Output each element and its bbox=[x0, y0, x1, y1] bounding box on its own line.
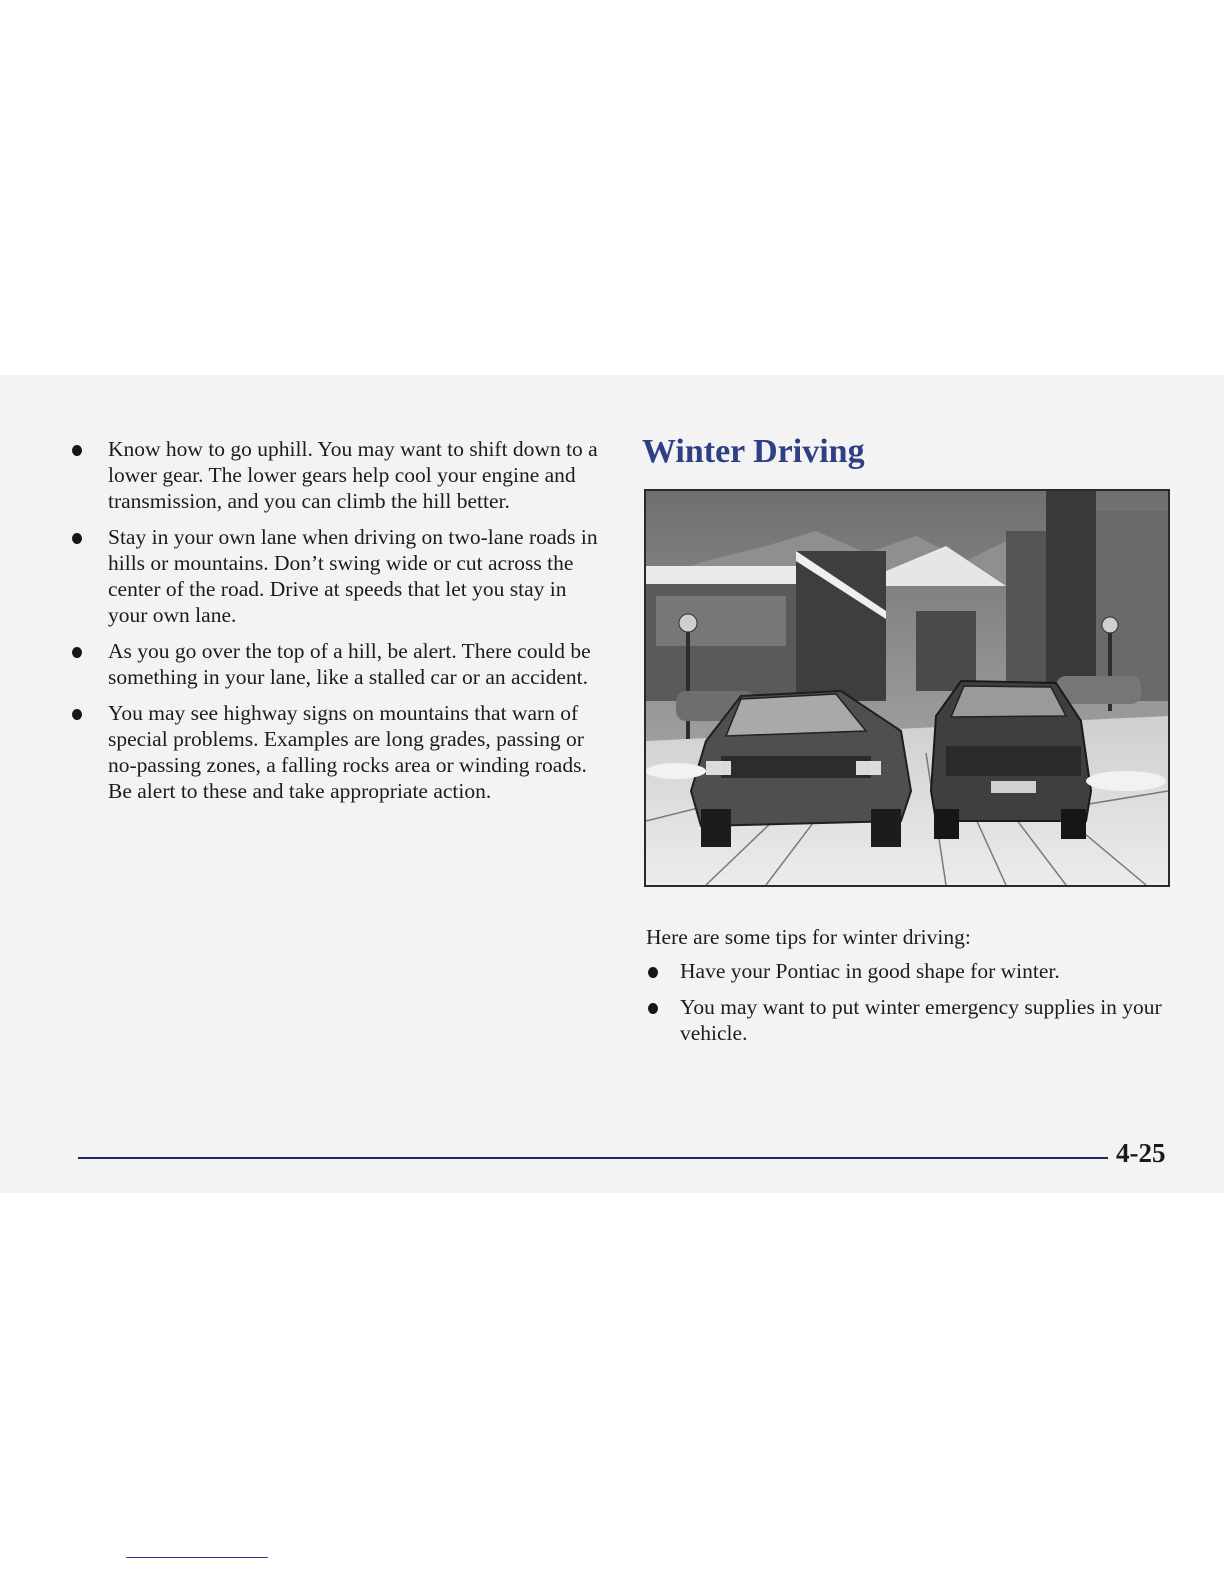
left-column bbox=[70, 436, 600, 814]
section-intro: Here are some tips for winter driving: bbox=[646, 925, 971, 949]
list-item bbox=[646, 958, 1176, 984]
bottom-link-underline bbox=[126, 1557, 268, 1558]
list-item-text: Stay in your own lane when driving on two-lane roads in hills or mountains. Don’t swing wide or cut across the center of the road. Drive at speeds that let you stay in your own lane. bbox=[108, 525, 598, 627]
hill-driving-list bbox=[70, 436, 600, 804]
list-item-text: Have your Pontiac in good shape for winter. bbox=[680, 959, 1060, 983]
section-heading: Winter Driving bbox=[642, 433, 865, 470]
winter-street-scene-icon bbox=[646, 491, 1168, 885]
winter-tips-list bbox=[646, 958, 1176, 1046]
bullet-icon bbox=[72, 709, 82, 720]
winter-street-illustration bbox=[644, 489, 1170, 887]
list-item-text: Know how to go uphill. You may want to shift down to a lower gear. The lower gears help cool your engine and transmission, and you can climb the hill better. bbox=[108, 437, 598, 513]
list-item-text: You may see highway signs on mountains that warn of special problems. Examples are long grades, passing or no-passing zones, a falling rocks area or winding roads. Be alert to these and take appropriate action. bbox=[108, 701, 587, 803]
list-item-text: You may want to put winter emergency supplies in your vehicle. bbox=[680, 995, 1162, 1045]
list-item-text: As you go over the top of a hill, be alert. There could be something in your lane, like a stalled car or an accident. bbox=[108, 639, 591, 689]
bullet-icon bbox=[72, 445, 82, 456]
list-item bbox=[70, 700, 600, 804]
bullet-icon bbox=[72, 647, 82, 658]
right-list-container bbox=[646, 958, 1176, 1056]
list-item bbox=[70, 638, 600, 690]
bullet-icon bbox=[648, 967, 658, 978]
bullet-icon bbox=[72, 533, 82, 544]
page-number: 4-25 bbox=[1116, 1138, 1166, 1168]
list-item bbox=[70, 524, 600, 628]
right-column bbox=[642, 430, 1182, 474]
footer-rule bbox=[78, 1157, 1108, 1159]
list-item bbox=[70, 436, 600, 514]
bullet-icon bbox=[648, 1003, 658, 1014]
list-item bbox=[646, 994, 1176, 1046]
